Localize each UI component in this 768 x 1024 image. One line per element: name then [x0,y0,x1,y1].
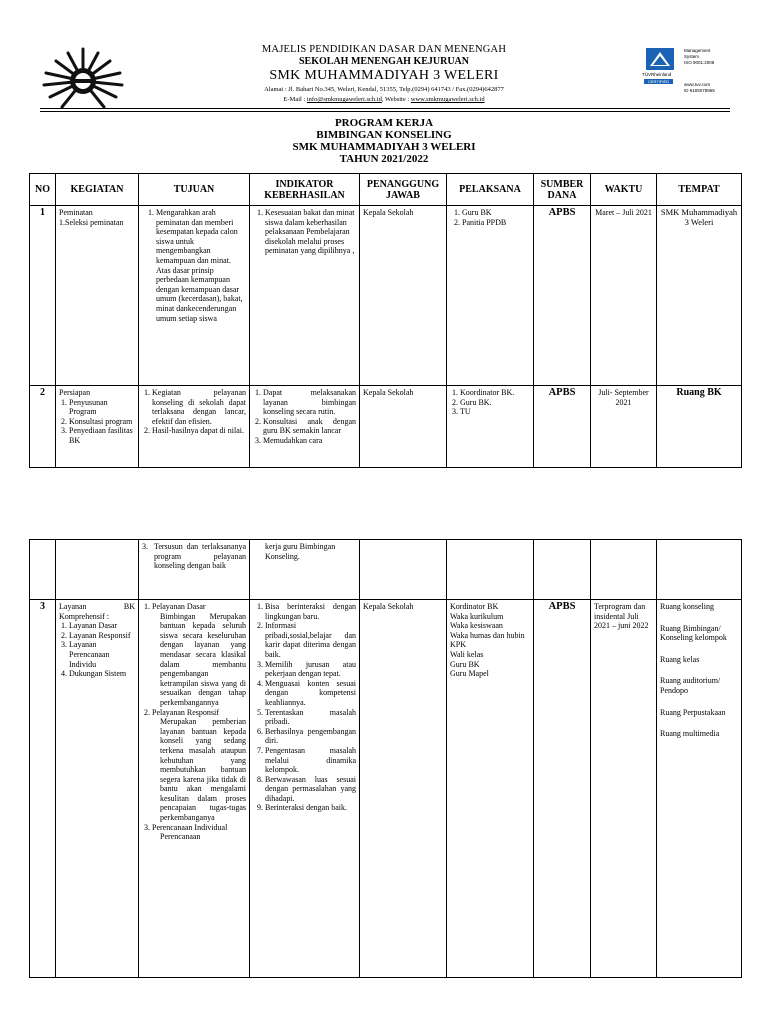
row-indikator [250,206,360,386]
row-penanggung-jawab: Kepala Sekolah [360,386,447,468]
tempat-item: Ruang auditorium/ Pendopo [660,676,721,695]
tempat-item: Ruang konseling [660,602,714,611]
row-penanggung-jawab [360,540,447,600]
row-tempat: Ruang BK [657,386,742,468]
row-kegiatan [56,540,139,600]
row-sumber-dana: APBS [534,206,591,386]
email-link[interactable]: info@smkmugaweleri.sch.id [306,96,382,103]
cert-sub: CERTIFIED [644,79,673,84]
col-header-penanggung-jawab: PENANGGUNG JAWAB [360,174,447,206]
indikator-item: 3. Memilih jurusan atau pekerjaan dengan tepat. [265,660,356,679]
row-no [30,540,56,600]
row-tempat [657,600,742,978]
cert-line: Management [684,48,711,53]
row-pelaksana [447,600,534,978]
row-indikator [250,540,360,600]
row-kegiatan [56,206,139,386]
kegiatan-title: Persiapan [59,388,91,397]
indikator-item: 1. Dapat melaksanakan layanan bimbingan konseling secara rutin. [263,388,356,417]
pelaksana-line: Waka kurikulum [450,611,504,621]
pelaksana-line: Guru BK [450,659,480,669]
table-header-row [30,174,742,206]
email-label: E-Mail : [283,96,307,103]
kegiatan-line: Peminatan [59,208,93,217]
row-penanggung-jawab: Kepala Sekolah [360,600,447,978]
cert-brand: TÜVRheinland [642,72,672,77]
row-sumber-dana: APBS [534,386,591,468]
tujuan-text: Tersusun dan terlaksananya program pelayanan konseling dengan baik [154,542,246,571]
row-tujuan [139,600,250,978]
row-pelaksana [447,386,534,468]
pelaksana-line: Waka humas dan hubin [450,630,525,640]
tujuan-head: 2. Pelayanan Responsif [152,707,219,717]
iso-certification-badge [642,46,734,98]
tujuan-item: 1. Kegiatan pelayanan konseling di sekolah dapat terlaksana dengan lancar, efektif dan efisien. [152,388,246,426]
cert-id: ID 9105078965 [684,88,715,93]
table-row-continued [30,540,742,600]
kegiatan-item: 3. Layanan Perencanaan Individu [69,640,135,669]
program-table-continued [29,539,742,978]
row-tempat [657,540,742,600]
tempat-item: Ruang multimedia [660,729,720,739]
tempat-item: Ruang Perpustakaan [660,707,726,717]
tujuan-body: Perencanaan [160,832,201,842]
doc-title: PROGRAM KERJA [334,117,434,129]
row-pelaksana [447,206,534,386]
tujuan-item [152,823,246,842]
pelaksana-item: 1. Koordinator BK. [460,388,530,398]
doc-school: SMK MUHAMMADIYAH 3 WELERI [292,141,476,153]
row-no: 3 [30,600,56,978]
tujuan-head: 3. Perencanaan Individual [152,822,228,832]
doc-year: TAHUN 2021/2022 [339,153,429,165]
pelaksana-item: 3. TU [460,407,530,417]
header-divider [40,108,730,109]
indikator-item: 2. Informasi pribadi,sosial,belajar dan karir dapat diterima dengan baik. [265,621,356,659]
row-sumber-dana: APBS [534,600,591,978]
website-link[interactable]: www.smkmugaweleri.sch.id [410,96,485,103]
row-waktu [591,540,657,600]
tempat-item: Ruang kelas [660,654,700,664]
kegiatan-title: Layanan BK Komprehensif : [59,602,135,621]
kegiatan-line: 1.Seleksi peminatan [59,217,124,227]
pelaksana-item: 2. Guru BK. [460,398,530,408]
table-row [30,386,742,468]
col-header-tujuan: TUJUAN [139,174,250,206]
row-tujuan [139,540,250,600]
row-kegiatan [56,386,139,468]
row-indikator [250,600,360,978]
col-header-pelaksana: PELAKSANA [447,174,534,206]
tujuan-item: 2. Hasil-hasilnya dapat di nilai. [152,426,246,436]
row-tujuan [139,386,250,468]
tujuan-head: 1. Pelayanan Dasar [152,602,206,611]
table-row [30,600,742,978]
kegiatan-item: 1. Layanan Dasar [69,621,135,631]
header-line-2: SEKOLAH MENENGAH KEJURUAN [298,56,469,67]
program-table [29,173,742,468]
school-name: SMK MUHAMMADIYAH 3 WELERI [269,68,499,83]
row-tempat: SMK Muhammadiyah 3 Weleri [657,206,742,386]
website-label: , Website : [381,96,411,103]
row-pelaksana [447,540,534,600]
kegiatan-item: 3. Penyediaan fasilitas BK [69,426,135,445]
col-header-tempat: TEMPAT [657,174,742,206]
indikator-item: 7. Pengentasan masalah melalui dinamika kelompok. [265,746,356,775]
row-no: 1 [30,206,56,386]
kegiatan-item: 2. Konsultasi program [69,417,135,427]
letterhead [0,0,768,112]
col-header-waktu: WAKTU [591,174,657,206]
row-tujuan [139,206,250,386]
row-penanggung-jawab: Kepala Sekolah [360,206,447,386]
pelaksana-item: 2. Panitia PPDB [462,218,530,228]
doc-subtitle: BIMBINGAN KONSELING [316,129,452,141]
cert-web: www.tuv.com [684,82,711,87]
col-header-indikator: INDIKATOR KEBERHASILAN [250,174,360,206]
indikator-item: 5. Terentaskan masalah pribadi. [265,708,356,727]
tujuan-item [152,602,246,708]
pelaksana-line: Waka kesiswaan [450,621,503,631]
kegiatan-item: 4. Dukungan Sistem [69,669,135,679]
indikator-item: 4. Menguasai konten sesuai dengan kompetensi keahliannya. [265,679,356,708]
row-indikator [250,386,360,468]
pelaksana-line: KPK [450,640,467,650]
row-waktu: Terprogram dan insidental Juli 2021 – juni 2022 [591,600,657,978]
tujuan-body: Merupakan pemberian layanan bantuan kepada konseli yang sedang terkena masalah ataupun kebutuhan yang membutuhkan bantuan segera karena jika tidak di bantu akan mengalami kesulitan dalam proses pencapaian tugas-tugas perkembanganya [160,717,246,823]
table-row [30,206,742,386]
cert-line: System [684,54,700,59]
row-sumber-dana [534,540,591,600]
indikator-text: kerja guru Bimbingan Konseling. [265,542,336,561]
indikator-item: 2. Konsultasi anak dengan guru BK semakin lancar [263,417,356,436]
row-waktu: Maret – Juli 2021 [591,206,657,386]
pelaksana-line: Wali kelas [450,649,484,659]
tujuan-item: 1. Mengarahkan arah peminatan dan memberi kesempatan kepada calon siswa untuk mengembangkan kemampuan dan minat. Atas dasar prinsip perbedaan kemampuan dengan kemampuan dasar umum (kecerdasan), bakat, minat dankecenderungan umum setiap siswa [156,208,246,323]
indikator-item: 8. Berwawasan luas sesuai dengan permasalahan yang dihadapi. [265,775,356,804]
indikator-item: 6. Berhasilnya pengembangan diri. [265,727,356,746]
tujuan-body: Bimbingan Merupakan bantuan kepada seluruh siswa secara keseluruhan dengan layanan yang mendasar secara klasikal dalam membantu pengembangan ketrampilan siswa yang di sesuaikan dengan tahap perkembangannya [160,611,246,707]
row-waktu: Juli- September 2021 [591,386,657,468]
header-divider-thin [40,111,730,112]
school-address: Alamat : Jl. Bahari No.345, Weleri, Kendal, 51355, Telp.(0294) 641743 / Fax.(0294)642877 [264,86,504,93]
pelaksana-line: Kordinator BK [450,602,499,611]
col-header-kegiatan: KEGIATAN [56,174,139,206]
kegiatan-item: 2. Layanan Responsif [69,631,135,641]
indikator-item: 1. Kesesuaian bakat dan minat siswa dalam keberhasilan pelaksanaan Pembelajaran disekolah melalui proses peminatan yang dipilihnya , [265,208,356,256]
tujuan-item [152,708,246,823]
header-line-1: MAJELIS PENDIDIKAN DASAR DAN MENENGAH [261,44,507,55]
indikator-item: 3. Memudahkan cara [263,436,356,446]
kegiatan-item: 1. Penyusunan Program [69,398,135,417]
col-header-no: NO [30,174,56,206]
indikator-item: 1. Bisa berinteraksi dengan lingkungan baru. [265,602,356,621]
row-no: 2 [30,386,56,468]
row-kegiatan [56,600,139,978]
tujuan-number: 3. [142,542,148,551]
pelaksana-line: Guru Mapel [450,669,489,679]
pelaksana-item: 1. Guru BK [462,208,530,218]
col-header-sumber-dana: SUMBER DANA [534,174,591,206]
tempat-item: Ruang Bimbingan/ Konseling kelompok [660,623,727,643]
indikator-item: 9. Berinteraksi dengan baik. [265,803,356,813]
cert-line: ISO 9001:2008 [684,60,715,65]
